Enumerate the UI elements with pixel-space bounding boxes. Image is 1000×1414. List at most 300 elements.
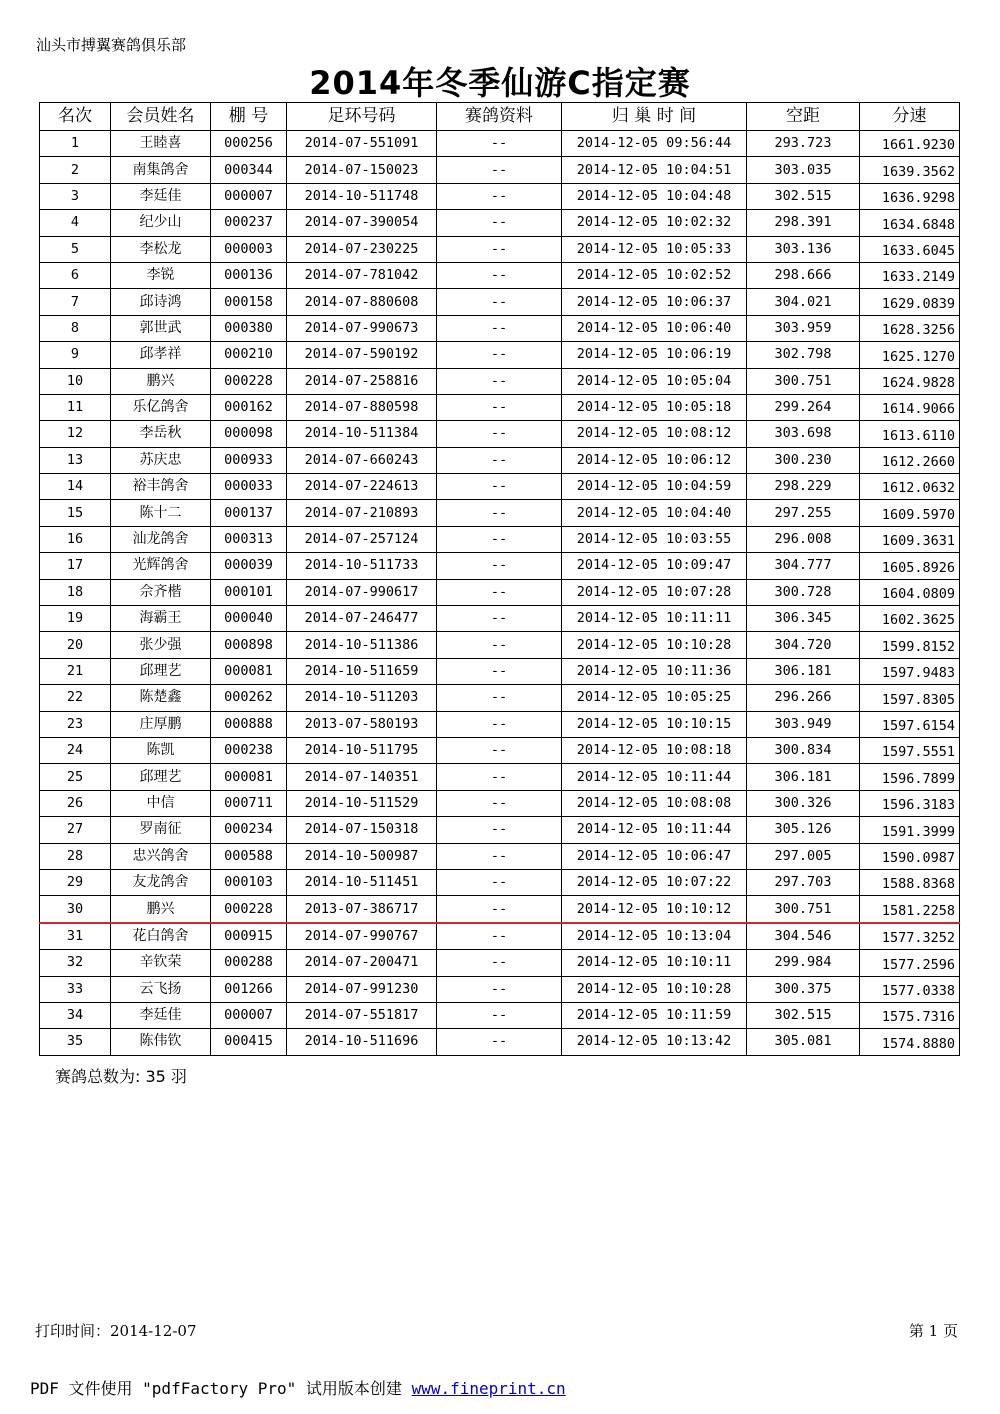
loft-cell: 000344 (211, 157, 287, 183)
speed-cell: 1625.1270 (860, 342, 960, 368)
table-row (40, 289, 960, 315)
arrival-cell: 2014-12-05 10:08:12 (562, 421, 747, 447)
table-row (40, 843, 960, 869)
ring-cell: 2014-07-880598 (287, 394, 437, 420)
info-cell: -- (437, 368, 562, 394)
ring-cell: 2014-10-511733 (287, 553, 437, 579)
distance-cell: 306.345 (747, 606, 860, 632)
ring-cell: 2014-10-511451 (287, 869, 437, 895)
loft-cell: 000228 (211, 896, 287, 923)
arrival-cell: 2014-12-05 10:04:40 (562, 500, 747, 526)
speed-cell: 1629.0839 (860, 289, 960, 315)
rank-cell: 13 (40, 447, 111, 473)
info-cell: -- (437, 869, 562, 895)
table-row (40, 315, 960, 341)
speed-cell: 1609.5970 (860, 500, 960, 526)
ring-cell: 2014-07-880608 (287, 289, 437, 315)
table-row (40, 869, 960, 895)
info-cell: -- (437, 632, 562, 658)
ring-cell: 2014-07-257124 (287, 526, 437, 552)
distance-cell: 298.229 (747, 474, 860, 500)
arrival-cell: 2014-12-05 10:04:51 (562, 157, 747, 183)
info-cell: -- (437, 711, 562, 737)
distance-cell: 303.035 (747, 157, 860, 183)
distance-cell: 300.834 (747, 737, 860, 763)
table-row (40, 500, 960, 526)
table-row (40, 368, 960, 394)
speed-cell: 1577.0338 (860, 976, 960, 1002)
table-row (40, 474, 960, 500)
table-row (40, 711, 960, 737)
loft-cell: 000003 (211, 236, 287, 262)
speed-cell: 1574.8880 (860, 1029, 960, 1055)
rank-cell: 4 (40, 210, 111, 236)
pdf-note-text: PDF 文件使用 "pdfFactory Pro" 试用版本创建 (30, 1379, 412, 1398)
member-cell: 忠兴鸽舍 (111, 843, 211, 869)
speed-cell: 1581.2258 (860, 896, 960, 923)
arrival-cell: 2014-12-05 10:05:33 (562, 236, 747, 262)
member-cell: 鹏兴 (111, 896, 211, 923)
rank-cell: 24 (40, 737, 111, 763)
speed-cell: 1612.2660 (860, 447, 960, 473)
table-row (40, 131, 960, 157)
info-cell: -- (437, 474, 562, 500)
member-cell: 邱诗鸿 (111, 289, 211, 315)
loft-cell: 000262 (211, 685, 287, 711)
ring-cell: 2014-10-511659 (287, 658, 437, 684)
table-body (40, 131, 960, 1056)
column-header-speed: 分速 (860, 103, 960, 131)
rank-cell: 23 (40, 711, 111, 737)
speed-cell: 1599.8152 (860, 632, 960, 658)
info-cell: -- (437, 579, 562, 605)
info-cell: -- (437, 1002, 562, 1028)
ring-cell: 2014-07-150023 (287, 157, 437, 183)
rank-cell: 2 (40, 157, 111, 183)
member-cell: 裕丰鸽舍 (111, 474, 211, 500)
arrival-cell: 2014-12-05 10:11:36 (562, 658, 747, 684)
arrival-cell: 2014-12-05 10:10:12 (562, 896, 747, 923)
member-cell: 光辉鸽舍 (111, 553, 211, 579)
loft-cell: 000915 (211, 923, 287, 950)
ring-cell: 2014-07-590192 (287, 342, 437, 368)
member-cell: 王睦喜 (111, 131, 211, 157)
rank-cell: 15 (40, 500, 111, 526)
member-cell: 李松龙 (111, 236, 211, 262)
rank-cell: 34 (40, 1002, 111, 1028)
member-cell: 李岳秋 (111, 421, 211, 447)
member-cell: 李廷佳 (111, 183, 211, 209)
loft-cell: 000415 (211, 1029, 287, 1055)
arrival-cell: 2014-12-05 10:06:37 (562, 289, 747, 315)
club-name: 汕头市搏翼赛鸽俱乐部 (36, 36, 187, 54)
total-count: 赛鸽总数为: 35 羽 (55, 1067, 187, 1086)
rank-cell: 33 (40, 976, 111, 1002)
table-row (40, 632, 960, 658)
distance-cell: 297.255 (747, 500, 860, 526)
speed-cell: 1633.2149 (860, 262, 960, 288)
rank-cell: 19 (40, 606, 111, 632)
arrival-cell: 2014-12-05 10:07:22 (562, 869, 747, 895)
loft-cell: 001266 (211, 976, 287, 1002)
arrival-cell: 2014-12-05 10:06:19 (562, 342, 747, 368)
rank-cell: 32 (40, 950, 111, 976)
speed-cell: 1590.0987 (860, 843, 960, 869)
member-cell: 友龙鸽舍 (111, 869, 211, 895)
arrival-cell: 2014-12-05 10:02:32 (562, 210, 747, 236)
ring-cell: 2014-10-511386 (287, 632, 437, 658)
info-cell: -- (437, 1029, 562, 1055)
loft-cell: 000228 (211, 368, 287, 394)
arrival-cell: 2014-12-05 09:56:44 (562, 131, 747, 157)
speed-cell: 1596.7899 (860, 764, 960, 790)
ring-cell: 2014-07-230225 (287, 236, 437, 262)
ring-cell: 2014-07-990673 (287, 315, 437, 341)
speed-cell: 1604.0809 (860, 579, 960, 605)
loft-cell: 000081 (211, 764, 287, 790)
info-cell: -- (437, 262, 562, 288)
rank-cell: 31 (40, 923, 111, 950)
ring-cell: 2014-07-140351 (287, 764, 437, 790)
print-time: 打印时间：2014-12-07 (35, 1322, 197, 1340)
distance-cell: 304.720 (747, 632, 860, 658)
distance-cell: 300.728 (747, 579, 860, 605)
distance-cell: 300.751 (747, 896, 860, 923)
info-cell: -- (437, 236, 562, 262)
ring-cell: 2014-07-224613 (287, 474, 437, 500)
speed-cell: 1602.3625 (860, 606, 960, 632)
speed-cell: 1609.3631 (860, 526, 960, 552)
speed-cell: 1597.5551 (860, 737, 960, 763)
loft-cell: 000380 (211, 315, 287, 341)
info-cell: -- (437, 157, 562, 183)
rank-cell: 16 (40, 526, 111, 552)
distance-cell: 300.751 (747, 368, 860, 394)
distance-cell: 300.375 (747, 976, 860, 1002)
distance-cell: 303.698 (747, 421, 860, 447)
ring-cell: 2014-07-660243 (287, 447, 437, 473)
loft-cell: 000210 (211, 342, 287, 368)
arrival-cell: 2014-12-05 10:04:48 (562, 183, 747, 209)
ring-cell: 2014-10-511384 (287, 421, 437, 447)
page-title: 2014年冬季仙游C指定赛 (309, 64, 691, 102)
arrival-cell: 2014-12-05 10:05:18 (562, 394, 747, 420)
distance-cell: 298.391 (747, 210, 860, 236)
info-cell: -- (437, 923, 562, 950)
ring-cell: 2014-07-990767 (287, 923, 437, 950)
rank-cell: 35 (40, 1029, 111, 1055)
rank-cell: 28 (40, 843, 111, 869)
info-cell: -- (437, 843, 562, 869)
ring-cell: 2014-07-551817 (287, 1002, 437, 1028)
table-header-row (40, 103, 960, 131)
table-row (40, 817, 960, 843)
info-cell: -- (437, 394, 562, 420)
member-cell: 海霸王 (111, 606, 211, 632)
table-row (40, 210, 960, 236)
ring-cell: 2014-10-511748 (287, 183, 437, 209)
table-row (40, 1029, 960, 1055)
table-row (40, 737, 960, 763)
arrival-cell: 2014-12-05 10:11:44 (562, 817, 747, 843)
member-cell: 陈伟钦 (111, 1029, 211, 1055)
speed-cell: 1577.2596 (860, 950, 960, 976)
ring-cell: 2014-07-781042 (287, 262, 437, 288)
rank-cell: 30 (40, 896, 111, 923)
table-row (40, 421, 960, 447)
rank-cell: 25 (40, 764, 111, 790)
distance-cell: 293.723 (747, 131, 860, 157)
speed-cell: 1605.8926 (860, 553, 960, 579)
ring-cell: 2014-07-210893 (287, 500, 437, 526)
speed-cell: 1614.9066 (860, 394, 960, 420)
distance-cell: 304.777 (747, 553, 860, 579)
rank-cell: 21 (40, 658, 111, 684)
speed-cell: 1591.3999 (860, 817, 960, 843)
table-row (40, 157, 960, 183)
ring-cell: 2014-07-258816 (287, 368, 437, 394)
info-cell: -- (437, 315, 562, 341)
distance-cell: 296.266 (747, 685, 860, 711)
table-row (40, 447, 960, 473)
info-cell: -- (437, 790, 562, 816)
table-row (40, 764, 960, 790)
table-row (40, 342, 960, 368)
table-row (40, 553, 960, 579)
ring-cell: 2014-10-511203 (287, 685, 437, 711)
speed-cell: 1633.6045 (860, 236, 960, 262)
member-cell: 陈凯 (111, 737, 211, 763)
table-row (40, 923, 960, 950)
rank-cell: 14 (40, 474, 111, 500)
arrival-cell: 2014-12-05 10:13:42 (562, 1029, 747, 1055)
rank-cell: 18 (40, 579, 111, 605)
loft-cell: 000288 (211, 950, 287, 976)
pdf-link[interactable]: www.fineprint.cn (411, 1379, 566, 1398)
ring-cell: 2014-07-551091 (287, 131, 437, 157)
arrival-cell: 2014-12-05 10:10:11 (562, 950, 747, 976)
speed-cell: 1577.3252 (860, 923, 960, 950)
table-row (40, 896, 960, 923)
rank-cell: 22 (40, 685, 111, 711)
speed-cell: 1636.9298 (860, 183, 960, 209)
loft-cell: 000040 (211, 606, 287, 632)
table-row (40, 526, 960, 552)
loft-cell: 000033 (211, 474, 287, 500)
distance-cell: 299.984 (747, 950, 860, 976)
loft-cell: 000898 (211, 632, 287, 658)
rank-cell: 8 (40, 315, 111, 341)
arrival-cell: 2014-12-05 10:05:25 (562, 685, 747, 711)
speed-cell: 1588.8368 (860, 869, 960, 895)
info-cell: -- (437, 658, 562, 684)
distance-cell: 303.949 (747, 711, 860, 737)
info-cell: -- (437, 606, 562, 632)
rank-cell: 27 (40, 817, 111, 843)
distance-cell: 304.546 (747, 923, 860, 950)
speed-cell: 1597.9483 (860, 658, 960, 684)
arrival-cell: 2014-12-05 10:03:55 (562, 526, 747, 552)
distance-cell: 296.008 (747, 526, 860, 552)
arrival-cell: 2014-12-05 10:06:12 (562, 447, 747, 473)
member-cell: 邱孝祥 (111, 342, 211, 368)
info-cell: -- (437, 976, 562, 1002)
speed-cell: 1596.3183 (860, 790, 960, 816)
member-cell: 郭世武 (111, 315, 211, 341)
loft-cell: 000237 (211, 210, 287, 236)
member-cell: 庄厚鹏 (111, 711, 211, 737)
member-cell: 辛钦荣 (111, 950, 211, 976)
info-cell: -- (437, 950, 562, 976)
member-cell: 中信 (111, 790, 211, 816)
ring-cell: 2014-07-990617 (287, 579, 437, 605)
ring-cell: 2014-10-511696 (287, 1029, 437, 1055)
member-cell: 云飞扬 (111, 976, 211, 1002)
info-cell: -- (437, 553, 562, 579)
rank-cell: 7 (40, 289, 111, 315)
ring-cell: 2014-10-511795 (287, 737, 437, 763)
table-row (40, 394, 960, 420)
distance-cell: 297.703 (747, 869, 860, 895)
rank-cell: 17 (40, 553, 111, 579)
distance-cell: 305.081 (747, 1029, 860, 1055)
arrival-cell: 2014-12-05 10:11:59 (562, 1002, 747, 1028)
table-row (40, 236, 960, 262)
loft-cell: 000256 (211, 131, 287, 157)
ring-cell: 2014-07-150318 (287, 817, 437, 843)
ring-cell: 2014-07-991230 (287, 976, 437, 1002)
arrival-cell: 2014-12-05 10:10:15 (562, 711, 747, 737)
ring-cell: 2014-10-500987 (287, 843, 437, 869)
speed-cell: 1628.3256 (860, 315, 960, 341)
info-cell: -- (437, 447, 562, 473)
table-row (40, 1002, 960, 1028)
table-row (40, 950, 960, 976)
arrival-cell: 2014-12-05 10:11:44 (562, 764, 747, 790)
loft-cell: 000103 (211, 869, 287, 895)
arrival-cell: 2014-12-05 10:10:28 (562, 976, 747, 1002)
member-cell: 陈楚鑫 (111, 685, 211, 711)
table-row (40, 262, 960, 288)
rank-cell: 20 (40, 632, 111, 658)
arrival-cell: 2014-12-05 10:07:28 (562, 579, 747, 605)
table-row (40, 579, 960, 605)
rank-cell: 1 (40, 131, 111, 157)
speed-cell: 1597.8305 (860, 685, 960, 711)
ring-cell: 2013-07-580193 (287, 711, 437, 737)
member-cell: 苏庆忠 (111, 447, 211, 473)
speed-cell: 1612.0632 (860, 474, 960, 500)
speed-cell: 1634.6848 (860, 210, 960, 236)
arrival-cell: 2014-12-05 10:04:59 (562, 474, 747, 500)
member-cell: 乐亿鸽舍 (111, 394, 211, 420)
info-cell: -- (437, 289, 562, 315)
info-cell: -- (437, 737, 562, 763)
rank-cell: 6 (40, 262, 111, 288)
distance-cell: 302.798 (747, 342, 860, 368)
table-row (40, 606, 960, 632)
column-header-info: 赛鸽资料 (437, 103, 562, 131)
column-header-loft: 棚 号 (211, 103, 287, 131)
arrival-cell: 2014-12-05 10:08:18 (562, 737, 747, 763)
speed-cell: 1624.9828 (860, 368, 960, 394)
table-row (40, 976, 960, 1002)
speed-cell: 1639.3562 (860, 157, 960, 183)
table-row (40, 183, 960, 209)
distance-cell: 297.005 (747, 843, 860, 869)
member-cell: 张少强 (111, 632, 211, 658)
speed-cell: 1613.6110 (860, 421, 960, 447)
table-row (40, 790, 960, 816)
ring-cell: 2014-07-390054 (287, 210, 437, 236)
column-header-rank: 名次 (40, 103, 111, 131)
distance-cell: 305.126 (747, 817, 860, 843)
rank-cell: 26 (40, 790, 111, 816)
distance-cell: 300.230 (747, 447, 860, 473)
results-table (39, 102, 960, 1056)
info-cell: -- (437, 500, 562, 526)
member-cell: 佘齐楷 (111, 579, 211, 605)
member-cell: 汕龙鸽舍 (111, 526, 211, 552)
member-cell: 邱理艺 (111, 658, 211, 684)
speed-cell: 1575.7316 (860, 1002, 960, 1028)
loft-cell: 000007 (211, 183, 287, 209)
member-cell: 鹏兴 (111, 368, 211, 394)
info-cell: -- (437, 183, 562, 209)
info-cell: -- (437, 342, 562, 368)
distance-cell: 298.666 (747, 262, 860, 288)
ring-cell: 2014-10-511529 (287, 790, 437, 816)
rank-cell: 5 (40, 236, 111, 262)
column-header-member: 会员姓名 (111, 103, 211, 131)
member-cell: 纪少山 (111, 210, 211, 236)
column-header-ring: 足环号码 (287, 103, 437, 131)
speed-cell: 1661.9230 (860, 131, 960, 157)
loft-cell: 000313 (211, 526, 287, 552)
pdf-note (30, 1376, 566, 1399)
rank-cell: 29 (40, 869, 111, 895)
loft-cell: 000158 (211, 289, 287, 315)
info-cell: -- (437, 210, 562, 236)
info-cell: -- (437, 817, 562, 843)
loft-cell: 000101 (211, 579, 287, 605)
column-header-arrival: 归 巢 时 间 (562, 103, 747, 131)
info-cell: -- (437, 526, 562, 552)
loft-cell: 000136 (211, 262, 287, 288)
arrival-cell: 2014-12-05 10:11:11 (562, 606, 747, 632)
loft-cell: 000238 (211, 737, 287, 763)
ring-cell: 2014-07-246477 (287, 606, 437, 632)
distance-cell: 302.515 (747, 1002, 860, 1028)
loft-cell: 000588 (211, 843, 287, 869)
member-cell: 南集鸽舍 (111, 157, 211, 183)
loft-cell: 000007 (211, 1002, 287, 1028)
arrival-cell: 2014-12-05 10:06:40 (562, 315, 747, 341)
ring-cell: 2013-07-386717 (287, 896, 437, 923)
loft-cell: 000098 (211, 421, 287, 447)
arrival-cell: 2014-12-05 10:10:28 (562, 632, 747, 658)
loft-cell: 000081 (211, 658, 287, 684)
info-cell: -- (437, 421, 562, 447)
loft-cell: 000711 (211, 790, 287, 816)
distance-cell: 302.515 (747, 183, 860, 209)
arrival-cell: 2014-12-05 10:02:52 (562, 262, 747, 288)
info-cell: -- (437, 131, 562, 157)
loft-cell: 000234 (211, 817, 287, 843)
rank-cell: 11 (40, 394, 111, 420)
arrival-cell: 2014-12-05 10:06:47 (562, 843, 747, 869)
column-header-distance: 空距 (747, 103, 860, 131)
